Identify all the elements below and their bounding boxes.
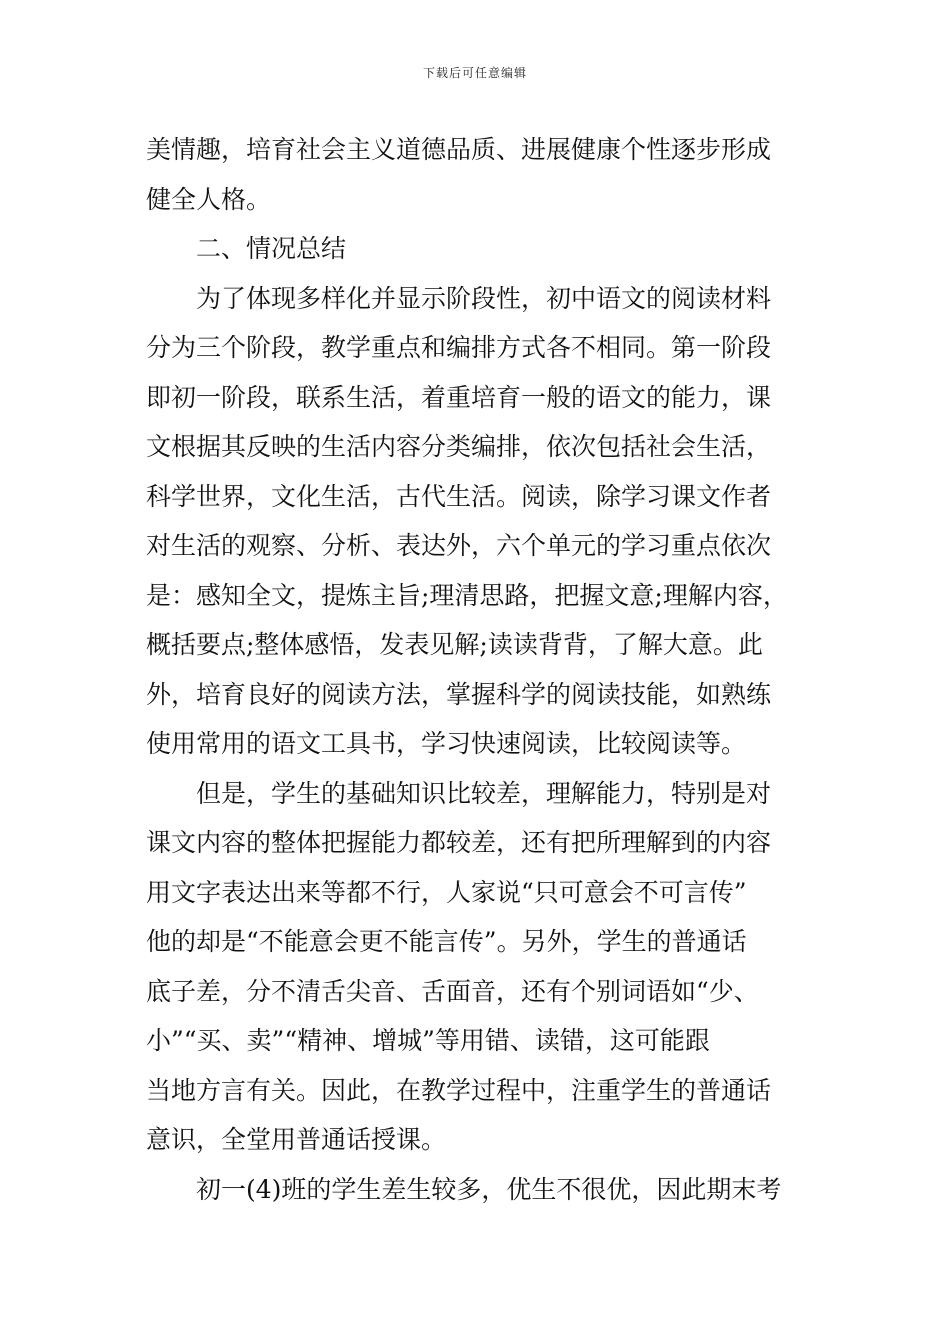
text-line: 底子差，分不清舌尖音、舌面音，还有个别词语如“少、 — [146, 976, 759, 1006]
text-line: 课文内容的整体把握能力都较差，还有把所理解到的内容 — [146, 828, 772, 857]
text-line: 小”“买、卖”“精神、增城”等用错、读错，这可能跟 — [146, 1026, 710, 1055]
text-line: 美情趣，培育社会主义道德品质、进展健康个性逐步形成 — [146, 135, 772, 164]
text-line: 意识，全堂用普通话授课。 — [146, 1125, 447, 1154]
page-header: 下载后可任意编辑 — [422, 66, 527, 80]
text-line: 即初一阶段，联系生活，着重培育一般的语文的能力，课 — [146, 382, 772, 412]
text-line: 是：感知全文，提炼主旨;理清思路，把握文意;理解内容， — [146, 580, 788, 610]
text-line: 对生活的观察、分析、表达外，六个单元的学习重点依次 — [146, 531, 772, 560]
paragraph-start: 为了体现多样化并显示阶段性，初中语文的阅读材料 — [196, 283, 772, 313]
text-line: 当地方言有关。因此，在教学过程中，注重学生的普通话 — [146, 1075, 772, 1105]
text-line: 健全人格。 — [146, 184, 272, 214]
text-line: 外，培育良好的阅读方法，掌握科学的阅读技能，如熟练 — [146, 679, 772, 709]
text-line: 文根据其反映的生活内容分类编排，依次包括社会生活， — [146, 432, 772, 461]
document-body — [146, 125, 814, 1214]
text-line: 他的却是“不能意会更不能言传”。另外，学生的普通话 — [146, 927, 747, 956]
text-line: 分为三个阶段，教学重点和编排方式各不相同。第一阶段 — [146, 333, 772, 362]
section-heading: 二、情况总结 — [196, 234, 347, 263]
paragraph-start: 初一(4)班的学生差生较多，优生不很优，因此期末考 — [196, 1174, 782, 1204]
text-line: 科学世界，文化生活，古代生活。阅读，除学习课文作者 — [146, 481, 772, 511]
text-line: 用文字表达出来等都不行，人家说“只可意会不可言传” — [146, 877, 747, 907]
text-line: 概括要点;整体感悟，发表见解;读读背背，了解大意。此 — [146, 630, 763, 659]
paragraph-start: 但是，学生的基础知识比较差，理解能力，特别是对 — [196, 778, 772, 808]
text-line: 使用常用的语文工具书，学习快速阅读，比较阅读等。 — [146, 729, 747, 758]
